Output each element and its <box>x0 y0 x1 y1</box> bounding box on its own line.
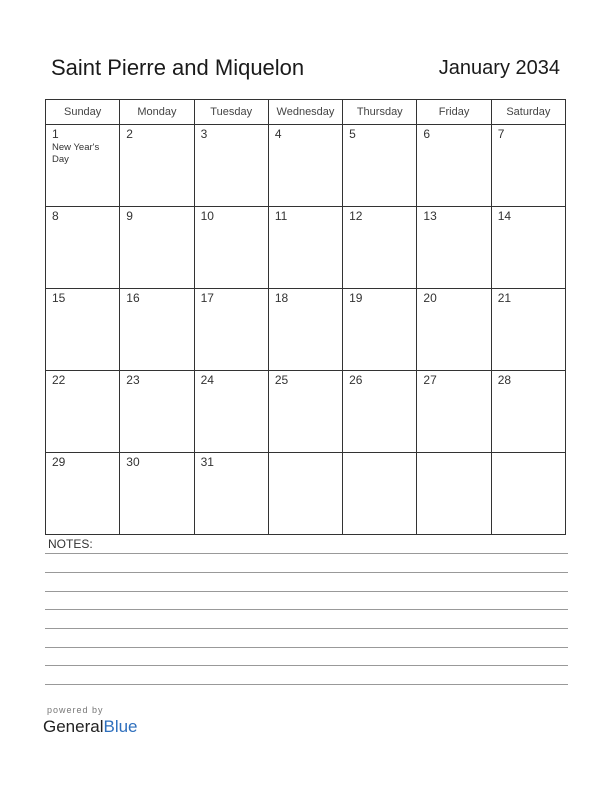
day-number: 18 <box>274 291 289 305</box>
day-cell <box>417 453 491 535</box>
day-cell <box>46 289 120 371</box>
day-cell <box>343 125 417 207</box>
day-cell <box>46 125 120 207</box>
day-number: 4 <box>274 127 282 141</box>
holiday-label: New Year's Day <box>52 142 100 165</box>
notes-line <box>45 665 568 666</box>
day-number: 6 <box>423 127 431 141</box>
day-number: 2 <box>126 127 133 141</box>
notes-line <box>45 684 568 685</box>
day-number: 26 <box>349 373 363 387</box>
week-row <box>46 207 566 289</box>
day-cell <box>268 207 342 289</box>
day-cell <box>120 289 194 371</box>
day-cell <box>491 453 565 535</box>
day-cell <box>46 371 120 453</box>
day-number: 28 <box>497 373 512 387</box>
day-cell <box>268 453 342 535</box>
day-number: 29 <box>52 455 66 469</box>
week-row <box>46 371 566 453</box>
day-number: 24 <box>200 373 214 387</box>
weekday-header: Thursday <box>343 100 417 125</box>
day-cell <box>268 125 342 207</box>
day-cell <box>120 453 194 535</box>
notes-line <box>45 591 568 592</box>
week-row <box>46 289 566 371</box>
weekday-header: Sunday <box>46 100 120 125</box>
day-cell <box>194 207 268 289</box>
day-cell <box>194 125 268 207</box>
day-number: 13 <box>423 209 437 223</box>
weekday-header: Monday <box>120 100 194 125</box>
weekday-header: Tuesday <box>194 100 268 125</box>
day-cell <box>491 125 565 207</box>
day-cell <box>46 207 120 289</box>
day-cell <box>417 125 491 207</box>
day-number: 11 <box>274 209 288 223</box>
weekday-header: Saturday <box>491 100 565 125</box>
day-number: 10 <box>200 209 214 223</box>
notes-line <box>45 647 568 648</box>
day-cell <box>268 289 342 371</box>
week-row <box>46 453 566 535</box>
day-number: 17 <box>200 291 214 305</box>
brand-name-part2: Blue <box>103 717 138 736</box>
brand-logo <box>43 717 138 737</box>
notes-line <box>45 553 568 554</box>
day-cell <box>120 125 194 207</box>
day-cell <box>194 289 268 371</box>
day-cell <box>46 453 120 535</box>
powered-by-label: powered by <box>47 705 104 715</box>
day-number: 22 <box>52 373 66 387</box>
day-cell <box>417 289 491 371</box>
day-number: 16 <box>126 291 140 305</box>
week-row <box>46 125 566 207</box>
day-number: 12 <box>349 209 363 223</box>
notes-line <box>45 609 568 610</box>
day-number: 3 <box>200 127 208 141</box>
day-number: 21 <box>497 291 512 305</box>
day-cell <box>268 371 342 453</box>
day-cell <box>343 371 417 453</box>
day-cell <box>120 371 194 453</box>
weekday-header-row <box>46 100 566 125</box>
weekday-header: Wednesday <box>268 100 342 125</box>
day-number: 1 <box>52 127 59 141</box>
day-cell <box>491 371 565 453</box>
day-number: 7 <box>497 127 505 141</box>
day-cell <box>417 371 491 453</box>
day-cell <box>194 371 268 453</box>
day-cell <box>491 207 565 289</box>
day-cell <box>491 289 565 371</box>
day-number: 19 <box>349 291 363 305</box>
day-number: 27 <box>423 373 437 387</box>
notes-label: NOTES: <box>48 537 93 551</box>
day-number: 5 <box>349 127 356 141</box>
day-number: 23 <box>126 373 140 387</box>
calendar-title: Saint Pierre and Miquelon <box>51 55 305 80</box>
day-number: 15 <box>52 291 66 305</box>
day-cell <box>343 453 417 535</box>
day-number: 31 <box>200 455 214 469</box>
day-number: 8 <box>52 209 59 223</box>
day-cell <box>343 207 417 289</box>
notes-line <box>45 572 568 573</box>
day-number: 30 <box>126 455 140 469</box>
day-number: 20 <box>423 291 437 305</box>
calendar-grid <box>45 99 566 535</box>
calendar-month: January 2034 <box>438 57 560 79</box>
day-cell <box>120 207 194 289</box>
day-cell <box>194 453 268 535</box>
day-cell <box>343 289 417 371</box>
brand-name-part1: General <box>43 717 104 736</box>
notes-line <box>45 628 568 629</box>
weekday-header: Friday <box>417 100 491 125</box>
day-number: 9 <box>126 209 133 223</box>
day-cell <box>417 207 491 289</box>
day-number: 14 <box>497 209 512 223</box>
day-number: 25 <box>274 373 289 387</box>
